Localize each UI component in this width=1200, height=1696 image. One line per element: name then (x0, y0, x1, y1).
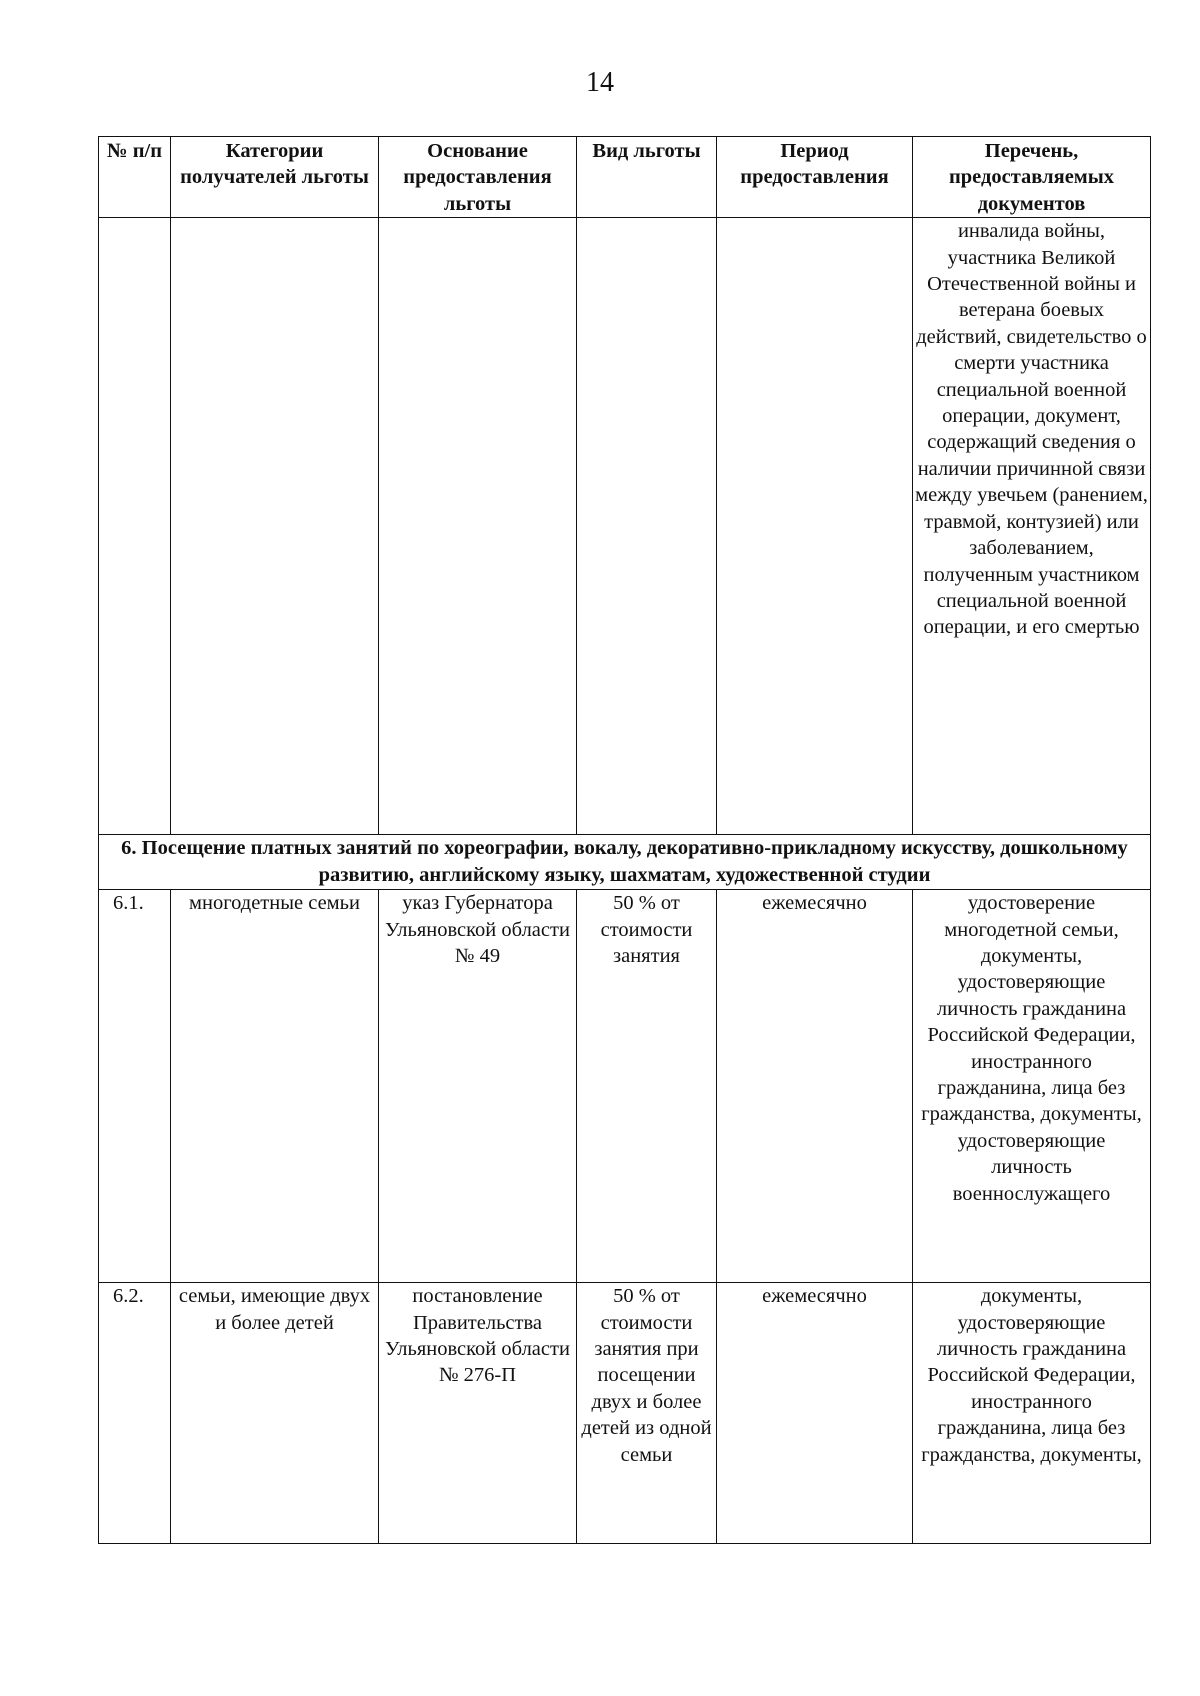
header-period: Период предоставления (717, 137, 913, 218)
header-basis: Основание предоставления льготы (379, 137, 577, 218)
row-category: многодетные семьи (171, 890, 379, 1283)
cont-period-cell (717, 218, 913, 835)
header-benefit-type: Вид льготы (577, 137, 717, 218)
table-header-row (99, 137, 1151, 218)
cont-benefit-cell (577, 218, 717, 835)
row-period: ежемесячно (717, 1283, 913, 1544)
row-basis: постановление Правительства Ульяновской области № 276-П (379, 1283, 577, 1544)
row-number: 6.1. (99, 890, 171, 1283)
header-documents: Перечень, предоставляемых документов (913, 137, 1151, 218)
row-period: ежемесячно (717, 890, 913, 1283)
header-category: Категории получателей льготы (171, 137, 379, 218)
row-documents: удостоверение многодетной семьи, документы, удостоверяющие личность гражданина Российской Федерации, иностранного гражданина, лица без гражданства, документы, удостоверяющие личность военнослужащего (913, 890, 1151, 1283)
header-number: № п/п (99, 137, 171, 218)
row-benefit: 50 % от стоимости занятия (577, 890, 717, 1283)
table-row (99, 890, 1151, 1283)
cont-category-cell (171, 218, 379, 835)
table-row-continuation (99, 218, 1151, 835)
cont-basis-cell (379, 218, 577, 835)
table-row (99, 1283, 1151, 1544)
section-row (99, 835, 1151, 890)
cont-documents-cell: инвалида войны, участника Великой Отечественной войны и ветерана боевых действий, свидетельство о смерти участника специальной военной операции, документ, содержащий сведения о наличии причинной связи между увечьем (ранением, травмой, контузией) или заболеванием, полученным участником специальной военной операции, и его смертью (913, 218, 1151, 835)
row-basis: указ Губернатора Ульяновской области № 49 (379, 890, 577, 1283)
row-documents: документы, удостоверяющие личность гражданина Российской Федерации, иностранного гражданина, лица без гражданства, документы, (913, 1283, 1151, 1544)
row-number: 6.2. (99, 1283, 171, 1544)
section-title: 6. Посещение платных занятий по хореографии, вокалу, декоративно-прикладному искусству, дошкольному развитию, английскому языку, шахматам, художественной студии (99, 835, 1151, 890)
benefits-table (98, 136, 1151, 1544)
row-benefit: 50 % от стоимости занятия при посещении двух и более детей из одной семьи (577, 1283, 717, 1544)
row-category: семьи, имеющие двух и более детей (171, 1283, 379, 1544)
cont-number-cell (99, 218, 171, 835)
page-number: 14 (586, 67, 614, 98)
